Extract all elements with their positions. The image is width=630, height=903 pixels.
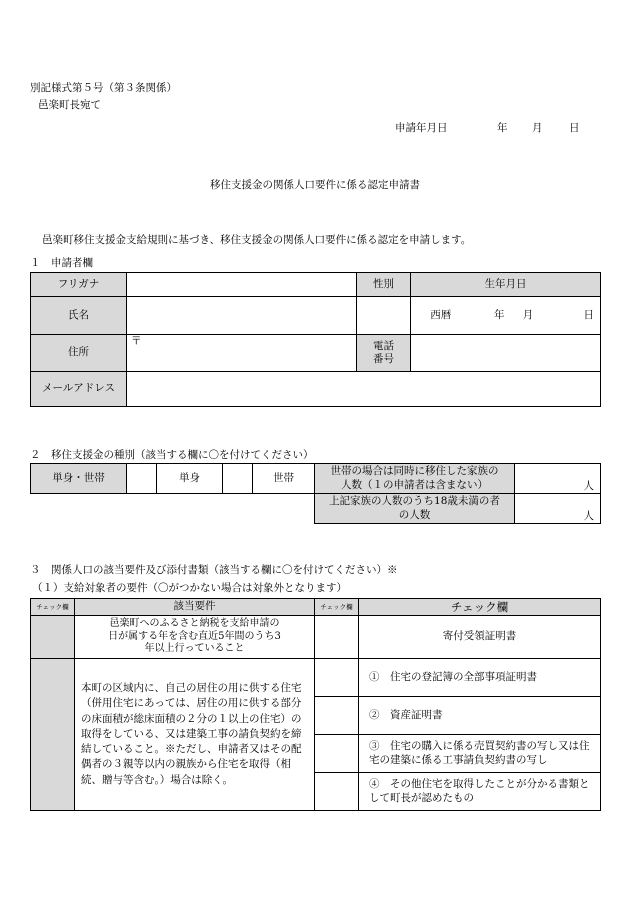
date-month: 月 — [532, 122, 543, 134]
gender-label: 性別 — [357, 273, 411, 297]
check-column-header-2: チェック欄 — [315, 599, 359, 616]
form-number: 別記様式第５号（第３条関係） — [30, 82, 177, 94]
family-count-label: 世帯の場合は同時に移住した家族の人数（１の申請者は含まない） — [315, 464, 515, 494]
phone-label: 電話番号 — [357, 335, 411, 372]
document2b-text: ② 資産証明書 — [359, 697, 601, 735]
document2c-text: ③ 住宅の購入に係る売買契約書の写し又は住宅の建築に係る工事請負契約書の写し — [359, 735, 601, 773]
document1-text: 寄付受領証明書 — [359, 616, 601, 659]
address-label: 住所 — [31, 335, 127, 372]
application-date-label: 申請年月日 — [395, 122, 448, 134]
section1-heading: １ 申請者欄 — [30, 257, 93, 269]
postal-mark: 〒 — [131, 335, 142, 347]
requirements-table — [30, 598, 601, 811]
address-field[interactable] — [127, 335, 357, 372]
single-label: 単身 — [157, 464, 223, 494]
document2c-check[interactable] — [315, 735, 359, 773]
document-column-header: チェック欄 — [359, 599, 601, 616]
single-check[interactable] — [127, 464, 157, 494]
birthdate-label: 生年月日 — [411, 273, 601, 297]
document-title: 移住支援金の関係人口要件に係る認定申請書 — [210, 179, 420, 191]
support-type-label: 単身・世帯 — [31, 464, 127, 494]
name-field[interactable] — [127, 297, 357, 335]
under18-count-field[interactable]: 人 — [515, 494, 601, 524]
requirement2-text: 本町の区域内に、自己の居住の用に供する住宅（併用住宅にあっては、居住の用に供する部分の床面積が総床面積の２分の１以上の住宅）の取得をしている、又は建築工事の請負契約を締結していること。※ただし、申請者又はその配偶者の３親等以内の親族から住宅を取得（相続、贈与等含む。）場合は除く。 — [75, 659, 315, 811]
applicant-table — [30, 272, 601, 407]
phone-field[interactable] — [411, 335, 601, 372]
email-field[interactable] — [127, 372, 601, 407]
requirement2-check[interactable] — [31, 659, 75, 811]
name-label: 氏名 — [31, 297, 127, 335]
furigana-label: フリガナ — [31, 273, 127, 297]
section3-heading: ３ 関係人口の該当要件及び添付書類（該当する欄に〇を付けてください）※ — [30, 564, 398, 576]
household-check[interactable] — [223, 464, 253, 494]
date-year: 年 — [497, 122, 508, 134]
document2a-check[interactable] — [315, 659, 359, 697]
requirement1-text: 邑楽町へのふるさと納税を支給申請の日が属する年を含む直近5年間のうち3年以上行っていること — [75, 616, 315, 659]
document2d-check[interactable] — [315, 773, 359, 811]
email-label: メールアドレス — [31, 372, 127, 407]
check-column-header: チェック欄 — [31, 599, 75, 616]
birthdate-era[interactable]: 西暦 — [411, 297, 471, 335]
family-count-field[interactable]: 人 — [515, 464, 601, 494]
document2b-check[interactable] — [315, 697, 359, 735]
requirement1-check[interactable] — [31, 616, 75, 659]
birthdate-day[interactable]: 日 — [546, 297, 601, 335]
furigana-field[interactable] — [127, 273, 357, 297]
under18-count-label: 上記家族の人数のうち18歳未満の者の人数 — [315, 494, 515, 524]
birthdate-month[interactable]: 月 — [511, 297, 546, 335]
support-type-table — [30, 463, 601, 524]
section2-heading: ２ 移住支援金の種別（該当する欄に〇を付けてください） — [30, 449, 314, 461]
document2a-text: ① 住宅の登記簿の全部事項証明書 — [359, 659, 601, 697]
document2d-text: ④ その他住宅を取得したことが分かる書類として町長が認めたもの — [359, 773, 601, 811]
intro-text: 邑楽町移住支援金支給規則に基づき、移住支援金の関係人口要件に係る認定を申請します。 — [42, 234, 472, 246]
document1-check[interactable] — [315, 616, 359, 659]
gender-field[interactable] — [357, 297, 411, 335]
birthdate-year[interactable]: 年 — [471, 297, 511, 335]
section3-subheading: （１）支給対象者の要件（〇がつかない場合は対象外となります） — [32, 582, 347, 594]
requirement-column-header: 該当要件 — [75, 599, 315, 616]
addressee: 邑楽町長宛て — [38, 99, 101, 111]
household-label: 世帯 — [253, 464, 315, 494]
date-day: 日 — [569, 122, 580, 134]
